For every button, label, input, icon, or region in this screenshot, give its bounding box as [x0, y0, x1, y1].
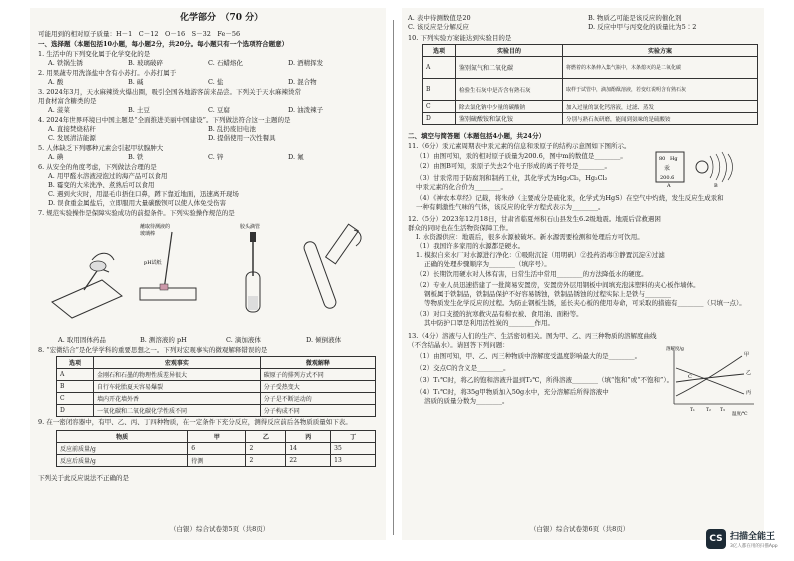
table-cell: 墙内开花墙外香: [94, 393, 261, 405]
table-cell: 加入过量的氯化钙溶液，过滤、蒸发: [563, 101, 758, 113]
q12-part-1: I. 水资源供应：地震后，很多水源被破坏。新水源需要检测和处理后方可饮用。: [416, 233, 644, 241]
question-6: 6. 从安全的角度考虑，下列做法合理的是: [38, 163, 157, 171]
figure-c-dropper: [240, 223, 260, 312]
q13-part-1: （1）由图可知，甲、乙、丙三种物质中溶解度受温度影响最大的是________。: [416, 352, 642, 360]
table-cell: 13: [331, 455, 376, 467]
table-row: [423, 79, 758, 101]
svg-text:200.6: 200.6: [660, 175, 675, 181]
q3-option-a: A. 菠菜: [48, 106, 70, 114]
question-3: 3. 2024年3月，天水麻辣烫火爆出圈，吸引全国各地游客前来品尝。下列关于天水麻辣烫常: [38, 88, 301, 96]
q11-part-3: （3）甘汞常用于防腐剂和制药工业，其化学式为Hg₂Cl₂，Hg₂Cl₂: [416, 174, 608, 182]
table-cell: B: [57, 381, 94, 393]
page-divider: [393, 20, 394, 535]
table-cell: 除去氯化钠中少量的碳酸钠: [456, 101, 563, 113]
svg-text:胶头滴管: 胶头滴管: [240, 224, 261, 230]
page-footer-right: （白银）综合试卷第6页（共8页）: [530, 525, 630, 533]
q4-option-a: A. 直接焚烧秸秆: [48, 125, 96, 133]
svg-text:温度/℃: 温度/℃: [732, 412, 748, 416]
question-5: 5. 人体缺乏下列哪种元素会引起甲状腺肿大: [38, 144, 164, 152]
table-header-cell: 宏观事实: [94, 357, 261, 369]
svg-text:pH试纸: pH试纸: [144, 260, 162, 266]
q13-part-3: （3）T₁℃时，将乙的饱和溶液升温到T₂℃，所得溶液________（填“饱和”或“不饱和”）。: [416, 376, 674, 384]
q11-part-1: （1）由图可知，汞的相对原子质量为200.6，图中m的数值是________。: [416, 152, 627, 160]
svg-text:B: B: [714, 183, 718, 188]
scanner-title: 扫描全能王: [730, 532, 776, 542]
q9-table: [56, 430, 376, 467]
q5-option-d: D. 氟: [288, 153, 304, 161]
table-header-cell: 物质: [57, 431, 188, 443]
q3-option-d: D. 油泼辣子: [288, 106, 324, 114]
svg-text:玻璃棒: 玻璃棒: [140, 231, 156, 237]
table-cell: 35: [331, 443, 376, 455]
table-row: [423, 113, 758, 125]
left-page: [30, 8, 386, 540]
question-9: 9. 在一密闭容器中，有甲、乙、丙、丁四种物质，在一定条件下充分反应，测得反应前后各物质质量如下表。: [38, 418, 352, 426]
section-2-header: 二、填空与简答题（本题包括4小题，共24分）: [408, 132, 546, 140]
table-row: [57, 405, 376, 417]
table-cell: 分子构成不同: [260, 405, 375, 417]
question-12-cont: 群众的同时也在生活物资保障工作。: [408, 224, 512, 232]
q1-option-b: B. 玻璃破碎: [128, 59, 163, 67]
figure-b-ph-test: [140, 223, 196, 300]
section-1-header: 一、选择题（本题包括10小题，每小题2分，共20分。每小题只有一个选项符合题意）: [38, 40, 289, 48]
table-row: [57, 455, 376, 467]
table-header-cell: 选项: [57, 357, 94, 369]
right-page: [402, 8, 764, 540]
q2-option-a: A. 酸: [48, 78, 64, 86]
question-10: 10. 下列实验方案能达到实验目的是: [408, 34, 512, 42]
table-cell: 反应前质量/g: [57, 443, 188, 455]
q7-option-c: C. 滴加液体: [226, 336, 261, 344]
table-cell: D: [57, 405, 94, 417]
q6-option-c: C. 遇到火灾时，用湿毛巾捂住口鼻，蹲下靠近地面，迅速离开现场: [48, 190, 239, 198]
question-13: 13.（4分）溶液与人们的生产、生活密切相关。图为甲、乙、丙三种物质的溶解度曲线: [408, 332, 657, 340]
table-cell: 分子受热变大: [260, 381, 375, 393]
q7-lab-figures: [44, 220, 374, 332]
svg-text:汞: 汞: [664, 165, 671, 172]
q13-part-4: （4）T₁℃时，将35g甲物质加入50g水中，充分溶解后所得溶液中: [416, 388, 609, 396]
question-8: 8. “宏微结合”是化学学科的重要思想之一。下列对宏观事实的微观解释错误的是: [38, 346, 268, 354]
table-cell: 将燃着的木条伸入集气瓶中，木条熄灭的是二氧化碳: [563, 57, 758, 79]
question-12: 12.（5分）2023年12月18日，甘肃省临夏州积石山县发生6.2级地震。地震后营救遇困: [408, 215, 661, 223]
q6-option-d: D. 误食重金属盐后，立即服用大量碳酸钡可以使人体免受伤害: [48, 199, 227, 207]
svg-text:A: A: [667, 183, 671, 188]
table-cell: 待测: [188, 455, 246, 467]
question-4: 4. 2024年世界环境日中国主题是“全面推进美丽中国建设”。下列做法符合这一主题的是: [38, 116, 291, 124]
table-cell: 22: [286, 455, 331, 467]
table-header-cell: 微观解释: [260, 357, 375, 369]
q11-part-2: （2）由图B可知，汞原子失去2个电子形成的离子符号是________。: [416, 162, 612, 170]
svg-text:丙: 丙: [746, 390, 752, 396]
svg-text:T₂: T₂: [706, 408, 711, 413]
q5-option-c: C. 锌: [208, 153, 224, 161]
table-cell: 分子是不断运动的: [260, 393, 375, 405]
q13-part-4-cont: 溶质的质量分数为________。: [424, 397, 509, 405]
svg-text:C: C: [688, 374, 692, 380]
table-header-cell: 乙: [246, 431, 286, 443]
table-header-row: [57, 357, 376, 369]
table-cell: 自行车轮胎夏天容易爆裂: [94, 381, 261, 393]
atomic-mass-line: 可能用到的相对原子质量：H－1 C－12 O－16 S－32 Fe－56: [38, 30, 241, 38]
q1-option-c: C. 石蜡熔化: [208, 59, 243, 67]
q7-option-b: B. 测溶液的 pH: [140, 336, 187, 344]
q12-part-4b: 其中防护口罩是利用活性炭的________作用。: [424, 319, 554, 327]
scanner-subtitle: 3亿人都在用的扫描App: [730, 544, 778, 549]
q2-option-b: B. 碱: [128, 78, 144, 86]
table-cell: C: [423, 101, 456, 113]
question-7: 7. 规范实验操作是保障实验成功的前提条件。下列实验操作规范的是: [38, 209, 235, 217]
table-row: [57, 393, 376, 405]
table-cell: 鉴别硫酸铵和氯化铵: [456, 113, 563, 125]
q12-part-1c: 正确的处理步骤顺序为________（填序号）。: [424, 260, 551, 268]
svg-text:溶解度/g: 溶解度/g: [666, 347, 684, 352]
q12-part-2: （2）长期饮用硬水对人体有害，日常生活中常用________的方法降低水的硬度。: [416, 270, 648, 278]
q9-option-b: B. 物质乙可能是该反应的催化剂: [588, 14, 682, 22]
q2-option-c: C. 盐: [208, 78, 224, 86]
q9-option-d: D. 反应中甲与丙变化的质量比为5∶2: [588, 23, 697, 31]
table-cell: B: [423, 79, 456, 101]
table-header-cell: 实验方案: [563, 45, 758, 57]
q12-part-3: （2）专业人员迅速搭建了一批简易安置房，安置房外层用钢板中间填充泡沫塑料的夹心板作墙体。: [416, 281, 700, 289]
table-header-cell: 选项: [423, 45, 456, 57]
table-header-cell: 丁: [331, 431, 376, 443]
table-cell: D: [423, 113, 456, 125]
q9-option-c: C. 该反应是分解反应: [408, 23, 469, 31]
table-cell: 碳原子的排列方式不同: [260, 369, 375, 381]
q11-part-4: （4）《神农本草经》记载，将朱砂（主要成分是硫化汞，化学式为HgS）在空气中灼烧，发生反应生成汞和: [416, 194, 724, 202]
table-cell: 6: [188, 443, 246, 455]
q3-option-c: C. 豆腐: [208, 106, 230, 114]
table-row: [57, 369, 376, 381]
q5-option-b: B. 铁: [128, 153, 144, 161]
table-cell: 检验生石灰中是否含有熟石灰: [456, 79, 563, 101]
q12-part-4: （3）对口支援的抗寒救灾品有棉衣被、食用油、面粉等。: [416, 310, 583, 318]
table-cell: 取样于试管中，滴加酚酞溶液，若变红说明含有熟石灰: [563, 79, 758, 101]
q12-part-1a: （1）我国许多家用的水源都是硬水。: [416, 242, 525, 250]
table-cell: 2: [246, 455, 286, 467]
q11-part-4-cont: 一种有刺激性气味的气体，该反应的化学方程式表示为________。: [416, 203, 605, 211]
q1-option-d: D. 酒精挥发: [288, 59, 324, 67]
question-2: 2. 用果蔬专用洗涤盐中含有小苏打。小苏打属于: [38, 69, 177, 77]
svg-text:甲: 甲: [744, 352, 750, 358]
table-header-cell: 丙: [286, 431, 331, 443]
question-1: 1. 生活中的下列变化属于化学变化的是: [38, 50, 151, 58]
q3-option-b: B. 土豆: [128, 106, 150, 114]
q5-option-a: A. 碘: [48, 153, 64, 161]
table-row: [423, 101, 758, 113]
question-13-cont: （不含结晶水）。请回答下列问题：: [408, 341, 509, 349]
camscanner-logo-icon: CS: [706, 529, 726, 549]
q2-option-d: D. 混合物: [288, 78, 317, 86]
q12-part-3c: 等物质发生化学反应的过程。为防止钢板生锈，延长夹心板的使用寿命，可采取的措施有________（只填一点）。: [424, 299, 746, 307]
table-cell: A: [57, 369, 94, 381]
scanner-watermark: [706, 527, 792, 557]
figure-a-solid-sampling: [52, 253, 122, 318]
q11-mercury-figure: [654, 150, 758, 188]
table-header-cell: 实验目的: [456, 45, 563, 57]
q7-option-a: A. 取用固体药品: [58, 336, 106, 344]
q9-question: 下列关于此反应说法不正确的是: [38, 474, 129, 482]
q8-table: [56, 356, 376, 417]
table-row: [57, 443, 376, 455]
q6-option-b: B. 霉变的大米洗净、煮熟后可以食用: [48, 181, 155, 189]
q1-option-a: A. 铁锅生锈: [48, 59, 83, 67]
q6-option-a: A. 用甲醛水溶液浸泡过的海产品可以食用: [48, 172, 168, 180]
svg-text:乙: 乙: [746, 370, 752, 376]
table-cell: 分别与熟石灰研磨，能闻到氨味的是硫酸铵: [563, 113, 758, 125]
question-11: 11.（6分）汞元素周期表中汞元素的信息和汞原子的结构示意图如下图所示。: [408, 142, 631, 150]
svg-text:Hg: Hg: [670, 156, 678, 162]
page-title: 化学部分 （70 分）: [180, 13, 264, 23]
svg-text:T₃: T₃: [720, 408, 725, 413]
q13-part-2: （2）交点C的含义是________。: [416, 364, 510, 372]
table-cell: 14: [286, 443, 331, 455]
table-cell: 金刚石和石墨的物理性质差异很大: [94, 369, 261, 381]
svg-text:T₁: T₁: [690, 408, 695, 413]
q13-solubility-curve: [664, 346, 758, 416]
table-cell: 一氧化碳和二氧化碳化学性质不同: [94, 405, 261, 417]
table-header-row: [423, 45, 758, 57]
q11-part-3-cont: 中汞元素的化合价为________。: [416, 183, 507, 191]
svg-text:蘸取待测液的: 蘸取待测液的: [140, 224, 171, 230]
q9-option-a: A. 表中待测数值是20: [408, 14, 471, 22]
table-cell: 反应后质量/g: [57, 455, 188, 467]
q4-option-c: C. 发展清洁能源: [48, 134, 96, 142]
table-cell: 2: [246, 443, 286, 455]
q12-part-1b: 1. 模拟自来水厂对水源进行净化：①吸附沉淀（用明矾）②投药消毒③静置沉淀④过滤: [416, 251, 665, 259]
table-cell: A: [423, 57, 456, 79]
q10-table: [422, 44, 758, 125]
table-cell: C: [57, 393, 94, 405]
table-row: [57, 381, 376, 393]
svg-text:80: 80: [659, 156, 666, 162]
table-row: [423, 57, 758, 79]
q7-option-d: D. 倾倒液体: [306, 336, 342, 344]
q4-option-b: B. 乱扔废旧电池: [208, 125, 256, 133]
q4-option-d: D. 提倡使用一次性餐具: [208, 134, 276, 142]
table-cell: 鉴别氮气和二氧化碳: [456, 57, 563, 79]
question-3-cont: 用食材富含糖类的是: [38, 97, 97, 105]
figure-d-pouring: [302, 224, 361, 310]
q12-part-3b: 钢板属于铁制品，铁制品保护不好容易锈蚀，铁制品锈蚀的过程实际上是铁与________: [424, 290, 671, 298]
page-footer-left: （白银）综合试卷第5页（共8页）: [170, 525, 270, 533]
table-header-cell: 甲: [188, 431, 246, 443]
table-header-row: [57, 431, 376, 443]
